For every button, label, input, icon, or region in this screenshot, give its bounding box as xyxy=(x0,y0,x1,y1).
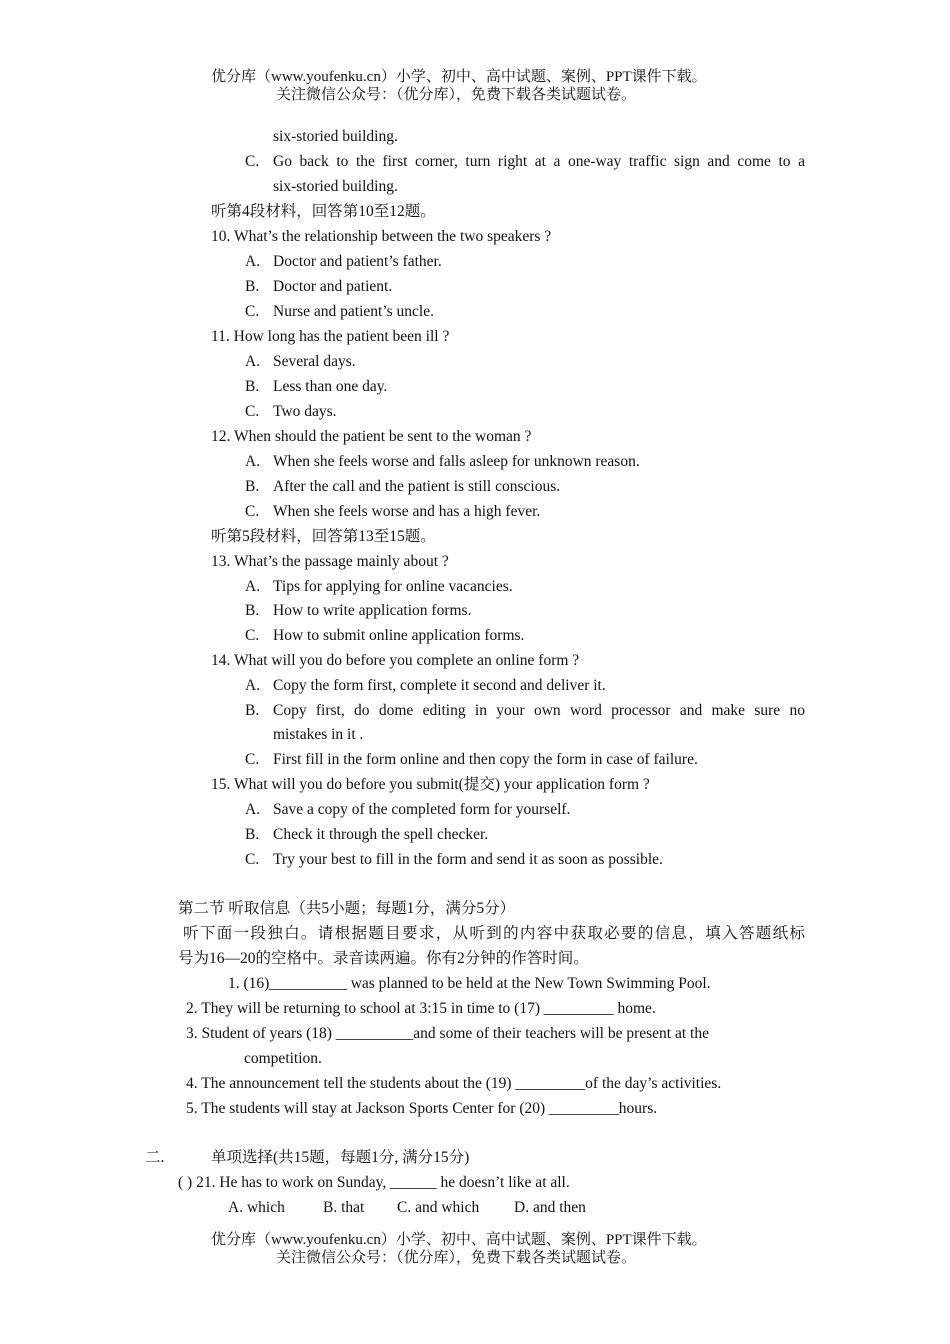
q12-option-c: When she feels worse and has a high fever. xyxy=(273,503,541,520)
q9-option-c-text: Go back to the first corner, turn right at a one-way traffic sign and come to a xyxy=(273,153,805,170)
part-two-title: 单项选择(共15题，每题1分, 满分15分) xyxy=(211,1149,470,1166)
q12-stem: 12. When should the patient be sent to the woman ? xyxy=(211,428,532,445)
header-line-2: 关注微信公众号：（优分库），免费下载各类试题试卷。 xyxy=(276,87,637,103)
q9-option-b-continuation: six-storied building. xyxy=(273,128,398,145)
part2-instructions-2: 号为16—20的空格中。录音读两遍。你有2分钟的作答时间。 xyxy=(178,950,589,967)
option-label: C. xyxy=(245,503,260,520)
q15-option-a: Save a copy of the completed form for yourself. xyxy=(273,801,571,818)
q14-option-b: Copy first, do dome editing in your own word processor and make sure no xyxy=(273,702,805,719)
q9-option-c-label: C. xyxy=(245,153,260,170)
footer-line-1: 优分库（www.youfenku.cn）小学、初中、高中试题、案例、PPT课件下载。 xyxy=(211,1232,707,1248)
q14-option-a: Copy the form first, complete it second and deliver it. xyxy=(273,677,606,694)
part2-title: 第二节 听取信息（共5小题；每题1分，满分5分） xyxy=(178,900,516,917)
q11-option-a: Several days. xyxy=(273,353,356,370)
q21-option-c: C. and which xyxy=(397,1199,480,1216)
option-label: B. xyxy=(245,478,260,495)
option-label: A. xyxy=(245,578,261,595)
q10-option-b: Doctor and patient. xyxy=(273,278,393,295)
option-label: B. xyxy=(245,378,260,395)
q15-option-b: Check it through the spell checker. xyxy=(273,826,489,843)
q13-option-b: How to write application forms. xyxy=(273,602,472,619)
q14-option-b-continuation: mistakes in it . xyxy=(273,726,364,743)
q14-option-c: First fill in the form online and then copy the form in case of failure. xyxy=(273,751,698,768)
option-label: A. xyxy=(245,253,261,270)
q13-stem: 13. What’s the passage mainly about ? xyxy=(211,553,449,570)
option-label: A. xyxy=(245,453,261,470)
q9-option-c-continuation: six-storied building. xyxy=(273,178,398,195)
q13-option-c: How to submit online application forms. xyxy=(273,627,525,644)
option-label: C. xyxy=(245,403,260,420)
q10-option-c: Nurse and patient’s uncle. xyxy=(273,303,434,320)
option-label: B. xyxy=(245,602,260,619)
part2-item-17: 2. They will be returning to school at 3:15 in time to (17) _________ home. xyxy=(186,1000,656,1017)
q10-stem: 10. What’s the relationship between the two speakers ? xyxy=(211,228,552,245)
option-label: C. xyxy=(245,851,260,868)
q10-option-a: Doctor and patient’s father. xyxy=(273,253,442,270)
q15-stem: 15. What will you do before you submit(提交) your application form ? xyxy=(211,776,650,793)
option-label: A. xyxy=(245,677,261,694)
part2-instructions-1: 听下面一段独白。请根据题目要求，从听到的内容中获取必要的信息，填入答题纸标 xyxy=(183,925,805,942)
section-4-intro: 听第4段材料，回答第10至12题。 xyxy=(211,203,436,220)
option-label: C. xyxy=(245,627,260,644)
q21-option-a: A. which xyxy=(228,1199,285,1216)
footer-line-2: 关注微信公众号：（优分库），免费下载各类试题试卷。 xyxy=(276,1250,637,1266)
q12-option-a: When she feels worse and falls asleep for unknown reason. xyxy=(273,453,640,470)
q21-stem: ( ) 21. He has to work on Sunday, ______ he doesn’t like at all. xyxy=(178,1174,570,1191)
option-label: C. xyxy=(245,751,260,768)
part-two-number: 二. xyxy=(145,1149,165,1166)
q21-option-b: B. that xyxy=(323,1199,365,1216)
option-label: A. xyxy=(245,353,261,370)
q14-stem: 14. What will you do before you complete an online form ? xyxy=(211,652,580,669)
q11-stem: 11. How long has the patient been ill ? xyxy=(211,328,450,345)
part2-item-19: 4. The announcement tell the students about the (19) _________of the day’s activities. xyxy=(186,1075,722,1092)
q11-option-b: Less than one day. xyxy=(273,378,388,395)
option-label: B. xyxy=(245,702,260,719)
option-label: C. xyxy=(245,303,260,320)
q12-option-b: After the call and the patient is still conscious. xyxy=(273,478,561,495)
q21-option-d: D. and then xyxy=(514,1199,586,1216)
q15-option-c: Try your best to fill in the form and send it as soon as possible. xyxy=(273,851,663,868)
part2-item-16: 1. (16)__________ was planned to be held at the New Town Swimming Pool. xyxy=(228,975,711,992)
option-label: A. xyxy=(245,801,261,818)
option-label: B. xyxy=(245,278,260,295)
part2-item-18-continuation: competition. xyxy=(244,1050,322,1067)
q11-option-c: Two days. xyxy=(273,403,337,420)
part2-item-18: 3. Student of years (18) __________and some of their teachers will be present at the xyxy=(186,1025,709,1042)
header-line-1: 优分库（www.youfenku.cn）小学、初中、高中试题、案例、PPT课件下载。 xyxy=(211,69,707,85)
section-5-intro: 听第5段材料，回答第13至15题。 xyxy=(211,528,436,545)
part2-item-20: 5. The students will stay at Jackson Sports Center for (20) _________hours. xyxy=(186,1100,658,1117)
q13-option-a: Tips for applying for online vacancies. xyxy=(273,578,513,595)
option-label: B. xyxy=(245,826,260,843)
